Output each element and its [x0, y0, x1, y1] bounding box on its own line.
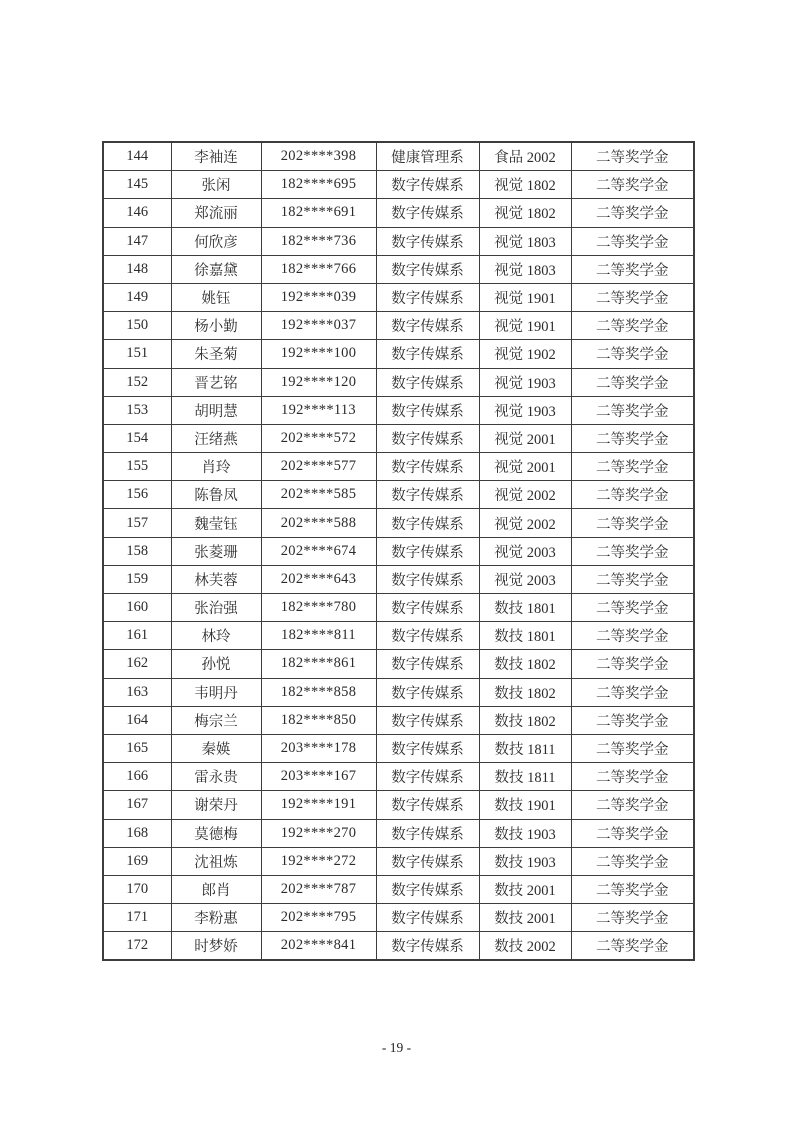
table-row — [103, 340, 694, 368]
cell-class: 视觉 2001 — [479, 453, 571, 481]
table-row — [103, 734, 694, 762]
cell-row-number: 165 — [103, 734, 171, 762]
cell-department: 数字传媒系 — [376, 368, 479, 396]
table-row — [103, 650, 694, 678]
cell-class: 视觉 1803 — [479, 227, 571, 255]
cell-department: 数字传媒系 — [376, 875, 479, 903]
cell-student-id: 182****766 — [261, 255, 376, 283]
cell-student-id: 202****787 — [261, 875, 376, 903]
cell-student-name: 秦媖 — [171, 734, 261, 762]
cell-student-id: 192****039 — [261, 283, 376, 311]
cell-award: 二等奖学金 — [571, 622, 694, 650]
cell-student-id: 202****841 — [261, 932, 376, 961]
cell-row-number: 160 — [103, 594, 171, 622]
cell-class: 食品 2002 — [479, 142, 571, 171]
cell-student-name: 孙悦 — [171, 650, 261, 678]
cell-class: 数技 1901 — [479, 791, 571, 819]
cell-class: 数技 2001 — [479, 875, 571, 903]
table-row — [103, 368, 694, 396]
cell-row-number: 162 — [103, 650, 171, 678]
table-row — [103, 424, 694, 452]
cell-row-number: 157 — [103, 509, 171, 537]
cell-department: 数字传媒系 — [376, 594, 479, 622]
cell-student-name: 汪绪燕 — [171, 424, 261, 452]
cell-row-number: 158 — [103, 537, 171, 565]
cell-student-name: 张菱珊 — [171, 537, 261, 565]
cell-student-id: 202****588 — [261, 509, 376, 537]
cell-student-name: 朱圣菊 — [171, 340, 261, 368]
cell-student-id: 182****691 — [261, 199, 376, 227]
cell-award: 二等奖学金 — [571, 791, 694, 819]
cell-student-id: 192****272 — [261, 847, 376, 875]
scholarship-table-container — [102, 141, 693, 961]
cell-class: 数技 2001 — [479, 904, 571, 932]
cell-student-id: 182****850 — [261, 706, 376, 734]
cell-class: 视觉 2001 — [479, 424, 571, 452]
cell-award: 二等奖学金 — [571, 904, 694, 932]
cell-award: 二等奖学金 — [571, 763, 694, 791]
cell-department: 数字传媒系 — [376, 396, 479, 424]
cell-award: 二等奖学金 — [571, 424, 694, 452]
cell-student-name: 雷永贵 — [171, 763, 261, 791]
cell-class: 视觉 1901 — [479, 312, 571, 340]
cell-award: 二等奖学金 — [571, 706, 694, 734]
cell-student-id: 203****178 — [261, 734, 376, 762]
cell-department: 数字传媒系 — [376, 199, 479, 227]
cell-department: 数字传媒系 — [376, 706, 479, 734]
cell-student-id: 182****811 — [261, 622, 376, 650]
cell-award: 二等奖学金 — [571, 537, 694, 565]
cell-student-name: 谢荣丹 — [171, 791, 261, 819]
cell-class: 视觉 2002 — [479, 481, 571, 509]
table-row — [103, 875, 694, 903]
cell-class: 视觉 1803 — [479, 255, 571, 283]
cell-student-name: 时梦娇 — [171, 932, 261, 961]
cell-class: 视觉 1902 — [479, 340, 571, 368]
table-row — [103, 819, 694, 847]
cell-student-name: 韦明丹 — [171, 678, 261, 706]
cell-award: 二等奖学金 — [571, 142, 694, 171]
cell-row-number: 151 — [103, 340, 171, 368]
cell-student-name: 莫德梅 — [171, 819, 261, 847]
cell-award: 二等奖学金 — [571, 819, 694, 847]
cell-award: 二等奖学金 — [571, 509, 694, 537]
cell-student-id: 192****270 — [261, 819, 376, 847]
cell-row-number: 172 — [103, 932, 171, 961]
cell-department: 数字传媒系 — [376, 904, 479, 932]
cell-row-number: 146 — [103, 199, 171, 227]
cell-department: 数字传媒系 — [376, 227, 479, 255]
table-row — [103, 509, 694, 537]
cell-student-name: 梅宗兰 — [171, 706, 261, 734]
cell-student-name: 杨小勤 — [171, 312, 261, 340]
cell-class: 视觉 2003 — [479, 537, 571, 565]
cell-class: 数技 1811 — [479, 763, 571, 791]
cell-student-id: 182****780 — [261, 594, 376, 622]
cell-department: 数字传媒系 — [376, 763, 479, 791]
cell-class: 数技 1903 — [479, 847, 571, 875]
cell-row-number: 164 — [103, 706, 171, 734]
cell-student-id: 182****695 — [261, 171, 376, 199]
table-row — [103, 622, 694, 650]
cell-department: 健康管理系 — [376, 142, 479, 171]
cell-student-name: 肖玲 — [171, 453, 261, 481]
cell-student-name: 沈祖炼 — [171, 847, 261, 875]
cell-class: 数技 1801 — [479, 594, 571, 622]
cell-class: 数技 1801 — [479, 622, 571, 650]
table-row — [103, 396, 694, 424]
scholarship-table-body — [103, 142, 694, 960]
cell-row-number: 147 — [103, 227, 171, 255]
cell-department: 数字传媒系 — [376, 255, 479, 283]
cell-department: 数字传媒系 — [376, 453, 479, 481]
cell-department: 数字传媒系 — [376, 171, 479, 199]
cell-department: 数字传媒系 — [376, 819, 479, 847]
cell-class: 数技 1802 — [479, 678, 571, 706]
cell-award: 二等奖学金 — [571, 678, 694, 706]
cell-student-name: 李粉惠 — [171, 904, 261, 932]
cell-student-name: 张闲 — [171, 171, 261, 199]
scholarship-table — [102, 141, 695, 961]
cell-department: 数字传媒系 — [376, 650, 479, 678]
cell-class: 数技 1903 — [479, 819, 571, 847]
cell-class: 视觉 1802 — [479, 199, 571, 227]
cell-row-number: 154 — [103, 424, 171, 452]
cell-award: 二等奖学金 — [571, 565, 694, 593]
cell-class: 数技 1802 — [479, 706, 571, 734]
cell-award: 二等奖学金 — [571, 453, 694, 481]
cell-class: 视觉 1901 — [479, 283, 571, 311]
cell-student-name: 林芙蓉 — [171, 565, 261, 593]
cell-student-name: 张治强 — [171, 594, 261, 622]
cell-student-id: 203****167 — [261, 763, 376, 791]
cell-student-id: 202****643 — [261, 565, 376, 593]
cell-row-number: 169 — [103, 847, 171, 875]
cell-department: 数字传媒系 — [376, 424, 479, 452]
table-row — [103, 453, 694, 481]
cell-student-name: 陈鲁凤 — [171, 481, 261, 509]
cell-department: 数字传媒系 — [376, 481, 479, 509]
cell-student-name: 胡明慧 — [171, 396, 261, 424]
cell-student-id: 202****795 — [261, 904, 376, 932]
cell-award: 二等奖学金 — [571, 875, 694, 903]
cell-award: 二等奖学金 — [571, 368, 694, 396]
cell-student-name: 郑流丽 — [171, 199, 261, 227]
cell-student-id: 202****585 — [261, 481, 376, 509]
cell-department: 数字传媒系 — [376, 734, 479, 762]
cell-student-name: 李袖连 — [171, 142, 261, 171]
cell-class: 视觉 1903 — [479, 368, 571, 396]
cell-department: 数字传媒系 — [376, 678, 479, 706]
cell-row-number: 163 — [103, 678, 171, 706]
cell-student-name: 何欣彦 — [171, 227, 261, 255]
cell-department: 数字传媒系 — [376, 312, 479, 340]
cell-row-number: 155 — [103, 453, 171, 481]
cell-student-id: 182****736 — [261, 227, 376, 255]
cell-student-name: 郎肖 — [171, 875, 261, 903]
cell-class: 视觉 1802 — [479, 171, 571, 199]
cell-award: 二等奖学金 — [571, 171, 694, 199]
table-row — [103, 481, 694, 509]
cell-award: 二等奖学金 — [571, 340, 694, 368]
cell-award: 二等奖学金 — [571, 932, 694, 961]
cell-row-number: 153 — [103, 396, 171, 424]
cell-department: 数字传媒系 — [376, 847, 479, 875]
cell-award: 二等奖学金 — [571, 283, 694, 311]
cell-student-id: 192****191 — [261, 791, 376, 819]
table-row — [103, 791, 694, 819]
table-row — [103, 904, 694, 932]
cell-student-name: 魏莹钰 — [171, 509, 261, 537]
cell-student-id: 202****577 — [261, 453, 376, 481]
cell-award: 二等奖学金 — [571, 734, 694, 762]
cell-row-number: 148 — [103, 255, 171, 283]
table-row — [103, 255, 694, 283]
cell-student-id: 202****398 — [261, 142, 376, 171]
cell-student-id: 192****113 — [261, 396, 376, 424]
cell-row-number: 149 — [103, 283, 171, 311]
table-row — [103, 283, 694, 311]
cell-row-number: 166 — [103, 763, 171, 791]
cell-row-number: 156 — [103, 481, 171, 509]
cell-department: 数字传媒系 — [376, 622, 479, 650]
table-row — [103, 678, 694, 706]
cell-class: 视觉 2003 — [479, 565, 571, 593]
cell-row-number: 171 — [103, 904, 171, 932]
cell-row-number: 144 — [103, 142, 171, 171]
table-row — [103, 227, 694, 255]
cell-department: 数字传媒系 — [376, 565, 479, 593]
cell-award: 二等奖学金 — [571, 650, 694, 678]
cell-class: 视觉 1903 — [479, 396, 571, 424]
cell-award: 二等奖学金 — [571, 396, 694, 424]
cell-student-name: 林玲 — [171, 622, 261, 650]
cell-row-number: 167 — [103, 791, 171, 819]
cell-row-number: 152 — [103, 368, 171, 396]
cell-award: 二等奖学金 — [571, 481, 694, 509]
page-number: - 19 - — [381, 1040, 412, 1055]
table-row — [103, 706, 694, 734]
cell-class: 数技 1802 — [479, 650, 571, 678]
table-row — [103, 199, 694, 227]
cell-award: 二等奖学金 — [571, 227, 694, 255]
cell-award: 二等奖学金 — [571, 594, 694, 622]
table-row — [103, 565, 694, 593]
cell-student-id: 202****572 — [261, 424, 376, 452]
cell-row-number: 170 — [103, 875, 171, 903]
cell-student-id: 192****037 — [261, 312, 376, 340]
cell-department: 数字传媒系 — [376, 932, 479, 961]
table-row — [103, 312, 694, 340]
cell-student-name: 徐嘉黛 — [171, 255, 261, 283]
cell-award: 二等奖学金 — [571, 199, 694, 227]
cell-class: 数技 2002 — [479, 932, 571, 961]
cell-row-number: 168 — [103, 819, 171, 847]
table-row — [103, 142, 694, 171]
cell-row-number: 159 — [103, 565, 171, 593]
cell-department: 数字传媒系 — [376, 340, 479, 368]
cell-student-id: 182****858 — [261, 678, 376, 706]
cell-award: 二等奖学金 — [571, 255, 694, 283]
cell-department: 数字传媒系 — [376, 283, 479, 311]
cell-department: 数字传媒系 — [376, 509, 479, 537]
table-row — [103, 847, 694, 875]
cell-award: 二等奖学金 — [571, 312, 694, 340]
cell-department: 数字传媒系 — [376, 791, 479, 819]
cell-student-id: 202****674 — [261, 537, 376, 565]
cell-award: 二等奖学金 — [571, 847, 694, 875]
cell-student-id: 192****100 — [261, 340, 376, 368]
table-row — [103, 594, 694, 622]
cell-student-name: 姚钰 — [171, 283, 261, 311]
cell-row-number: 150 — [103, 312, 171, 340]
table-row — [103, 537, 694, 565]
cell-row-number: 145 — [103, 171, 171, 199]
cell-class: 视觉 2002 — [479, 509, 571, 537]
cell-student-id: 182****861 — [261, 650, 376, 678]
table-row — [103, 171, 694, 199]
cell-student-id: 192****120 — [261, 368, 376, 396]
cell-student-name: 晋艺铭 — [171, 368, 261, 396]
table-row — [103, 932, 694, 961]
table-row — [103, 763, 694, 791]
cell-row-number: 161 — [103, 622, 171, 650]
cell-class: 数技 1811 — [479, 734, 571, 762]
cell-department: 数字传媒系 — [376, 537, 479, 565]
